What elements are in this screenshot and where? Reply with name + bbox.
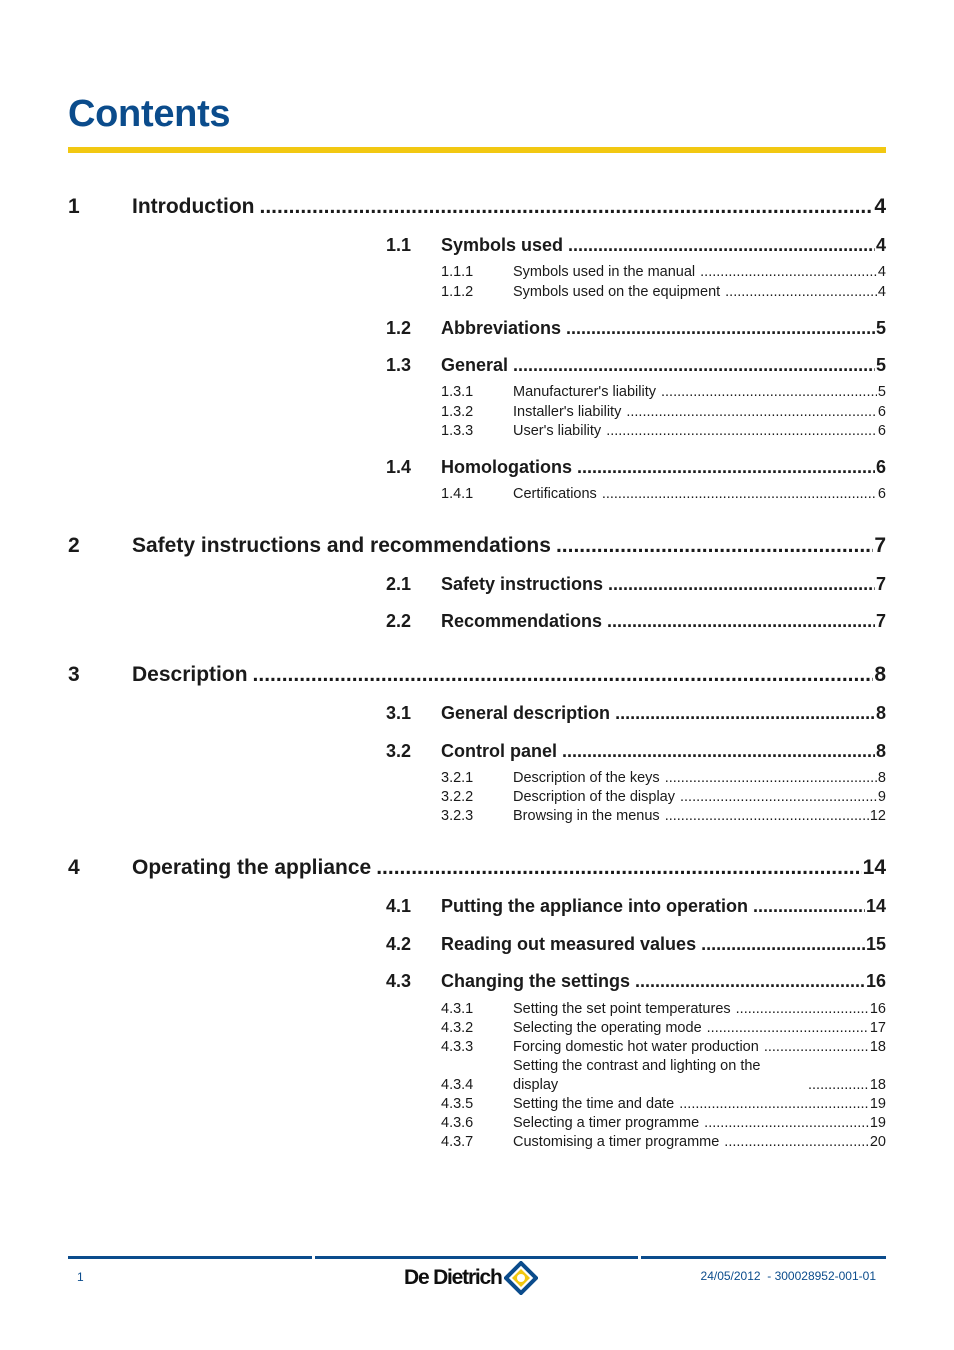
toc-entry-page: 7: [875, 611, 886, 631]
toc-entry[interactable]: [386, 702, 886, 724]
toc-entry-number: 4.3.1: [441, 1001, 474, 1017]
toc-entry-title: Description of the display: [513, 789, 675, 805]
toc-entry-page: 8: [874, 663, 886, 686]
toc-entry-number: 1.4.1: [441, 486, 474, 502]
toc-entry-title: Putting the appliance into operation: [441, 896, 749, 916]
toc-dot-leader: [707, 1019, 869, 1038]
toc-dot-leader: [376, 855, 861, 881]
toc-entry-title: Operating the appliance: [132, 856, 372, 879]
toc-entry[interactable]: [441, 1095, 886, 1114]
toc-entry-page: 12: [869, 808, 886, 824]
toc-dot-leader: [665, 769, 877, 788]
toc-entry-title: Reading out measured values: [441, 934, 697, 954]
toc-entry-number: 1.3.1: [441, 384, 474, 400]
toc-entry-page: 18: [869, 1039, 886, 1055]
page-title: Contents: [68, 93, 231, 135]
toc-entry-title: Safety instructions: [441, 574, 604, 594]
toc-entry-number: 2.1: [386, 574, 412, 594]
toc-dot-leader: [566, 317, 875, 339]
toc-entry[interactable]: [441, 1133, 886, 1152]
toc-entry-number: 2: [68, 534, 80, 557]
toc-entry-title: Selecting the operating mode: [513, 1020, 702, 1036]
toc-entry[interactable]: [386, 610, 886, 632]
toc-entry[interactable]: [441, 1019, 886, 1038]
toc-entry-page: 6: [875, 457, 886, 477]
toc-dot-leader: [665, 807, 869, 826]
toc-entry-title: Installer's liability: [513, 404, 622, 420]
toc-entry[interactable]: [441, 788, 886, 807]
toc-entry-number: 3: [68, 663, 80, 686]
toc-dot-leader: [513, 354, 875, 376]
toc-entry[interactable]: [441, 1114, 886, 1133]
toc-dot-leader: [704, 1114, 869, 1133]
toc-entry-page: 17: [869, 1020, 886, 1036]
toc-dot-leader: [577, 456, 875, 478]
toc-entry-title: General: [441, 355, 509, 375]
toc-dot-leader: [808, 1076, 869, 1095]
title-underline: [68, 147, 886, 153]
toc-entry[interactable]: [386, 895, 886, 917]
toc-entry-page: 8: [875, 703, 886, 723]
toc-entry-page: 18: [869, 1077, 886, 1093]
toc-entry-number: 2.2: [386, 611, 412, 631]
toc-entry-title: Recommendations: [441, 611, 603, 631]
toc-dot-leader: [556, 533, 873, 559]
toc-entry-page: 6: [877, 423, 886, 439]
toc-entry-number: 4.3.4: [441, 1077, 474, 1093]
toc-entry-title: Browsing in the menus: [513, 808, 660, 824]
toc-entry-number: 3.2: [386, 741, 412, 761]
toc-entry-page: 19: [869, 1096, 886, 1112]
toc-entry[interactable]: [441, 485, 886, 504]
toc-entry-page: 8: [877, 770, 886, 786]
toc-entry[interactable]: [68, 194, 886, 220]
toc-entry-title: Control panel: [441, 741, 557, 761]
toc-entry-page: 14: [862, 856, 886, 879]
toc-entry-page: 4: [875, 235, 886, 255]
toc-entry-title: Homologations: [441, 457, 572, 477]
toc-entry[interactable]: [441, 1038, 886, 1057]
page-number: 1: [77, 1270, 84, 1284]
toc-entry-page: 6: [877, 486, 886, 502]
toc-dot-leader: [568, 234, 875, 256]
toc-entry-title: Safety instructions and recommendations: [132, 534, 551, 557]
toc-entry-number: 4.1: [386, 896, 412, 916]
toc-entry-title: Selecting a timer programme: [513, 1115, 700, 1131]
toc-entry[interactable]: [386, 317, 886, 339]
toc-entry[interactable]: [386, 456, 886, 478]
toc-dot-leader: [736, 1000, 869, 1019]
toc-dot-leader: [626, 403, 877, 422]
toc-entry-page: 9: [877, 789, 886, 805]
toc-entry-number: 1.2: [386, 318, 412, 338]
toc-entry-title: Setting the contrast and lighting on the display: [513, 1058, 761, 1093]
toc-entry-page: 15: [865, 934, 886, 954]
toc-dot-leader: [680, 788, 877, 807]
toc-entry[interactable]: [68, 662, 886, 688]
toc-entry-number: 3.1: [386, 703, 412, 723]
toc-entry-number: 4.3.2: [441, 1020, 474, 1036]
brand-logo: [404, 1261, 538, 1295]
toc-entry-title: Certifications: [513, 486, 597, 502]
toc-entry-title: Setting the time and date: [513, 1096, 675, 1112]
toc-entry[interactable]: [441, 807, 886, 826]
toc-entry-title: Customising a timer programme: [513, 1134, 720, 1150]
toc-entry-page: 4: [874, 195, 886, 218]
toc-entry-number: 3.2.2: [441, 789, 474, 805]
toc-dot-leader: [606, 422, 877, 441]
toc-entry-page: 5: [875, 318, 886, 338]
toc-entry[interactable]: [386, 740, 886, 762]
footer-divider: [68, 1256, 886, 1259]
toc-entry-page: 7: [874, 534, 886, 557]
toc-dot-leader: [679, 1095, 869, 1114]
toc-dot-leader: [725, 283, 877, 302]
toc-entry-number: 1.1.2: [441, 284, 474, 300]
toc-entry-title: Description of the keys: [513, 770, 660, 786]
toc-entry-number: 4.3.7: [441, 1134, 474, 1150]
toc-entry-title: User's liability: [513, 423, 602, 439]
toc-dot-leader: [253, 662, 874, 688]
toc-entry[interactable]: [441, 422, 886, 441]
toc-entry-page: 7: [875, 574, 886, 594]
toc-entry[interactable]: [441, 1057, 886, 1095]
toc-dot-leader: [661, 383, 877, 402]
toc-entry-number: 1.3: [386, 355, 412, 375]
toc-dot-leader: [608, 573, 875, 595]
toc-entry-number: 1.1.1: [441, 264, 474, 280]
toc-entry-number: 4.3.6: [441, 1115, 474, 1131]
toc-dot-leader: [615, 702, 875, 724]
toc-entry-number: 1.4: [386, 457, 412, 477]
toc-entry-page: 5: [877, 384, 886, 400]
toc-entry-number: 4: [68, 856, 80, 879]
toc-entry-number: 1.1: [386, 235, 412, 255]
toc-dot-leader: [764, 1038, 869, 1057]
toc-entry-number: 4.3.3: [441, 1039, 474, 1055]
toc-entry-title: Changing the settings: [441, 971, 630, 991]
toc-entry[interactable]: [68, 855, 886, 881]
toc-entry-title: Manufacturer's liability: [513, 384, 656, 400]
toc-entry[interactable]: [68, 533, 886, 559]
toc-entry-title: General description: [441, 703, 611, 723]
toc-entry[interactable]: [441, 383, 886, 402]
toc-entry-title: Abbreviations: [441, 318, 562, 338]
toc-entry[interactable]: [441, 1000, 886, 1019]
toc-entry-number: 4.3.5: [441, 1096, 474, 1112]
toc-entry[interactable]: [441, 263, 886, 282]
toc-entry[interactable]: [441, 403, 886, 422]
toc-entry[interactable]: [386, 234, 886, 256]
toc-dot-leader: [753, 895, 865, 917]
toc-entry-page: 19: [869, 1115, 886, 1131]
toc-entry-page: 5: [875, 355, 886, 375]
toc-entry-title: Description: [132, 663, 248, 686]
toc-entry-page: 4: [877, 264, 886, 280]
toc-dot-leader: [562, 740, 875, 762]
toc-entry-title: Forcing domestic hot water production: [513, 1039, 759, 1055]
toc-entry[interactable]: [441, 769, 886, 788]
toc-dot-leader: [607, 610, 875, 632]
toc-dot-leader: [259, 194, 873, 220]
toc-entry-number: 4.3: [386, 971, 412, 991]
toc-entry-title: Symbols used on the equipment: [513, 284, 721, 300]
toc-entry[interactable]: [386, 970, 886, 992]
toc-entry-number: 1: [68, 195, 80, 218]
toc-entry-number: 1.3.2: [441, 404, 474, 420]
toc-entry-title: Setting the set point temperatures: [513, 1001, 731, 1017]
toc-entry[interactable]: [386, 573, 886, 595]
toc-dot-leader: [700, 263, 877, 282]
toc-entry-page: 20: [869, 1134, 886, 1150]
toc-entry[interactable]: [386, 933, 886, 955]
toc-entry-title: Symbols used in the manual: [513, 264, 696, 280]
toc-entry-page: 8: [875, 741, 886, 761]
toc-dot-leader: [724, 1133, 869, 1152]
toc-entry-page: 16: [869, 1001, 886, 1017]
toc-dot-leader: [701, 933, 865, 955]
toc-entry-number: 3.2.1: [441, 770, 474, 786]
document-reference: 24/05/2012 - 300028952-001-01: [700, 1269, 876, 1283]
toc-entry-page: 6: [877, 404, 886, 420]
brand-diamond-icon: [504, 1261, 538, 1295]
toc-entry-number: 4.2: [386, 934, 412, 954]
toc-entry-number: 1.3.3: [441, 423, 474, 439]
toc-entry-page: 16: [865, 971, 886, 991]
toc-entry[interactable]: [386, 354, 886, 376]
toc-dot-leader: [635, 970, 865, 992]
toc-entry[interactable]: [441, 283, 886, 302]
toc-entry-page: 4: [877, 284, 886, 300]
toc-entry-number: 3.2.3: [441, 808, 474, 824]
toc-entry-title: Introduction: [132, 195, 255, 218]
brand-logo-text: De Dietrich: [404, 1266, 502, 1289]
toc-dot-leader: [602, 485, 877, 504]
toc-entry-page: 14: [865, 896, 886, 916]
toc-entry-title: Symbols used: [441, 235, 564, 255]
